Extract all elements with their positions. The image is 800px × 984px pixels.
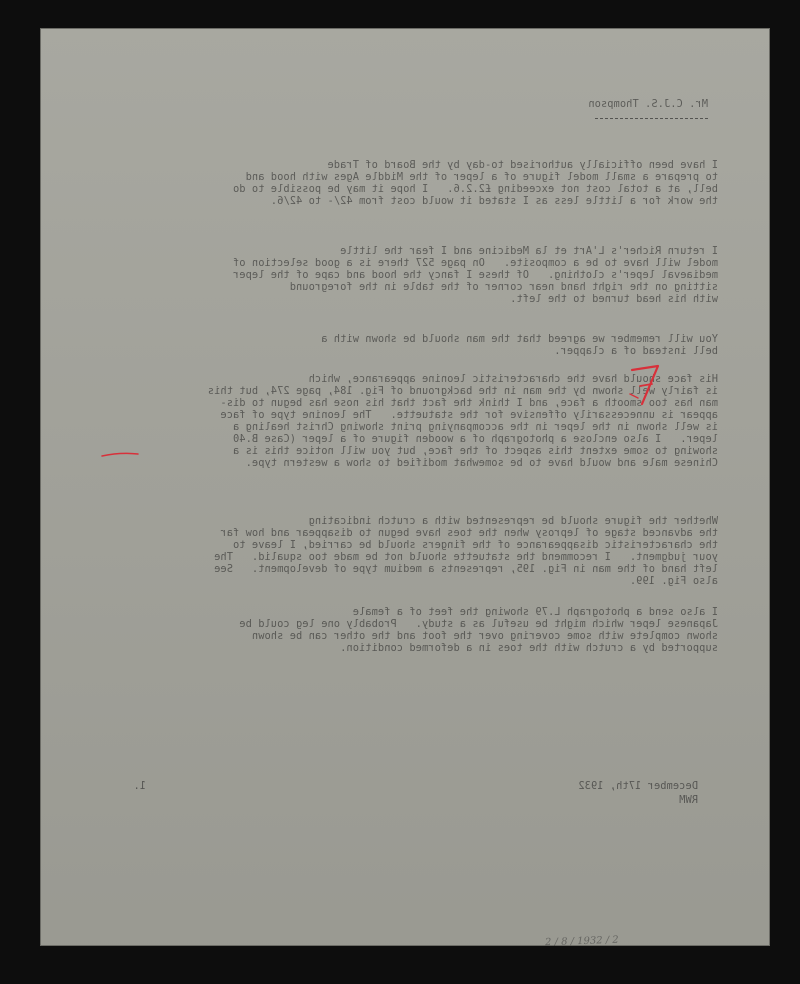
paragraph-6 (98, 606, 718, 654)
paragraph-line: supported by a crutch with the toes in a deformed condition. (340, 642, 718, 654)
paragraph-line: Chinese male and would have to be somewhat modified to show a western type. (245, 457, 718, 469)
addressee-line: Mr. C.J.S. Thompson (588, 98, 708, 110)
paragraph-line: the characteristic disappearance of the fingers should be carried, I leave to (232, 539, 718, 551)
paragraph-line: the advanced stage of leprosy when the toes have begun to disappear and how far (220, 527, 718, 539)
paragraph-line: mediaeval leper's clothing. Of these I fancy the hood and cape of the leper (232, 269, 718, 281)
paragraph-line: man has too smooth a face, and I think the fact that his nose has begun to dis- (220, 397, 718, 409)
paragraph-line: sitting on the right hand near corner of the table in the foreground (289, 281, 718, 293)
paragraph-line: shown complete with some covering over the foot and the other can be shown (251, 630, 718, 642)
paragraph-line: also Fig. 199. (629, 575, 718, 587)
page-number: 1. (133, 780, 146, 792)
paragraph-line: I have been officially authorised to-day by the Board of Trade (327, 159, 718, 171)
paragraph-line: I also send a photograph L.79 showing the feet of a female (352, 606, 718, 618)
paragraph-5 (98, 515, 718, 587)
paragraph-2 (98, 245, 718, 305)
paragraph-line: I return Richer's L'Art et la Medicine and I fear the little (340, 245, 718, 257)
paragraph-line: your judgment. I recommend the statuette should not be made too squalid. The (214, 551, 718, 563)
pencil-note: 2 / 8 / 1932 / 2 (544, 934, 619, 949)
paragraph-line: with his head turned to the left. (510, 293, 718, 305)
paragraph-line: appear is unnecessarily offensive for the statuette. The leonine type of face (220, 409, 718, 421)
paragraph-1 (98, 159, 718, 207)
paragraph-line: is fairly well shown by the man in the background of Fig. 184, page 274, but this (207, 385, 718, 397)
red-pencil-seven-mark (628, 364, 662, 408)
paragraph-line: is well shown in the leper in the accompanying print showing Christ healing a (232, 421, 718, 433)
paragraph-line: left hand of the man in Fig. 195, represents a medium type of development. See (214, 563, 718, 575)
red-pencil-underline (100, 448, 140, 460)
paragraph-line: to prepare a small model figure of a leper of the Middle Ages with hood and (245, 171, 718, 183)
paragraph-line: leper. I also enclose a photograph of a wooden figure of a leper (Case B.40 (232, 433, 718, 445)
paragraph-line: His face should have the characteristic leonine appearance, which (308, 373, 718, 385)
paragraph-line: bell instead of a clapper. (554, 345, 718, 357)
paragraph-line: bell, at a total cost not exceeding £2.2.6. I hope it may be possible to do (232, 183, 718, 195)
paragraph-line: the work for a little less as I stated it would cost from 42/- to 42/6. (270, 195, 718, 207)
paragraph-line: model will have to be a composite. On page 527 there is a good selection of (232, 257, 718, 269)
paragraph-3 (98, 333, 718, 357)
addressee-underline (595, 118, 708, 119)
paragraph-line: Whether the figure should be represented with a crutch indicating (308, 515, 718, 527)
paragraph-line: You will remember we agreed that the man should be shown with a (321, 333, 718, 345)
paragraph-4 (98, 373, 718, 469)
paragraph-line: showing to some extent this aspect of the face, but you will notice this is a (232, 445, 718, 457)
paragraph-line: Japanese leper which might be useful as a study. Probably one leg could be (239, 618, 718, 630)
reference-initials: RWM (679, 794, 698, 806)
date-line: December 17th, 1932 (578, 780, 698, 792)
show-through-text-layer (40, 28, 770, 946)
letter-sheet (40, 28, 770, 949)
